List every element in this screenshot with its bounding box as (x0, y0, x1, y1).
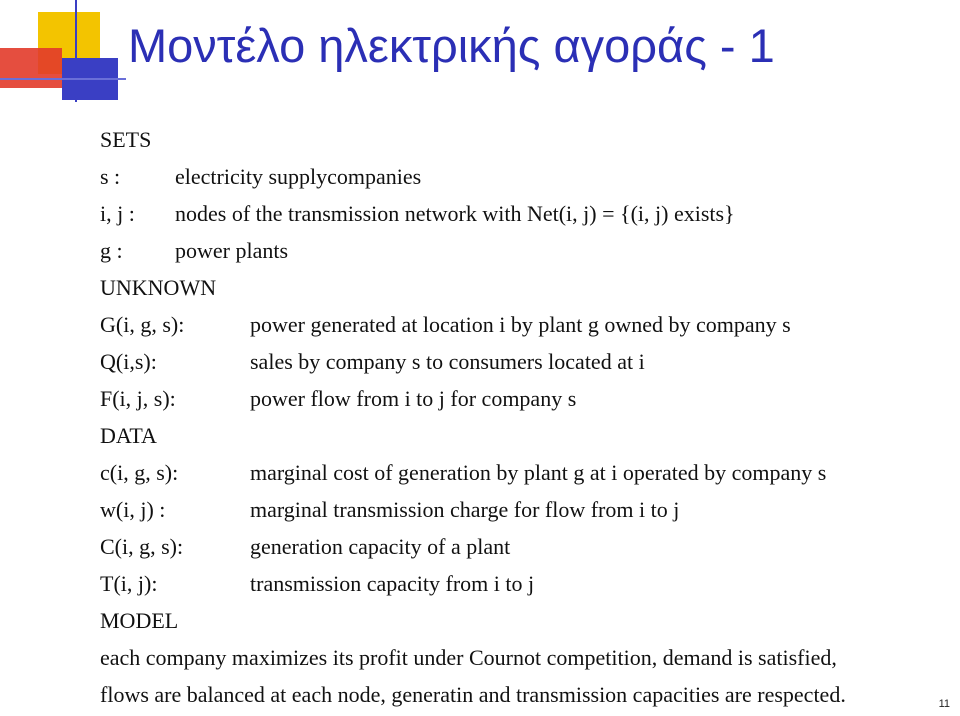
decor-vertical-line (75, 0, 77, 102)
unknown-desc-F: power flow from i to j for company s (250, 386, 577, 411)
page-number: 11 (938, 698, 950, 710)
unknown-label-Q: Q(i,s): (100, 349, 157, 374)
decor-red-square (0, 48, 62, 88)
data-label-T: T(i, j): (100, 571, 158, 596)
unknown-label-F: F(i, j, s): (100, 386, 176, 411)
data-heading: DATA (100, 423, 157, 448)
unknown-desc-Q: sales by company s to consumers located at i (250, 349, 645, 374)
sets-desc-g: power plants (175, 238, 289, 263)
model-heading: MODEL (100, 608, 179, 633)
sets-desc-s: electricity supplycompanies (175, 164, 422, 189)
data-desc-T: transmission capacity from i to j (250, 571, 535, 596)
sets-label-ij: i, j : (100, 201, 135, 226)
data-label-w: w(i, j) : (100, 497, 166, 522)
data-label-c: c(i, g, s): (100, 460, 179, 485)
sets-desc-ij: nodes of the transmission network with Net(i, j) = {(i, j) exists} (175, 201, 735, 226)
data-desc-w: marginal transmission charge for flow from i to j (250, 497, 680, 522)
data-desc-c: marginal cost of generation by plant g at i operated by company s (250, 460, 827, 485)
decor-horizontal-line (0, 78, 126, 80)
unknown-label-G: G(i, g, s): (100, 312, 185, 337)
unknown-desc-G: power generated at location i by plant g owned by company s (250, 312, 791, 337)
sets-label-g: g : (100, 238, 123, 263)
data-desc-C: generation capacity of a plant (250, 534, 511, 559)
model-line-1: each company maximizes its profit under Cournot competition, demand is satisfied, (100, 645, 837, 670)
sets-label-s: s : (100, 164, 121, 189)
unknown-heading: UNKNOWN (100, 275, 217, 300)
slide-title: Μοντέλο ηλεκτρικής αγοράς - 1 (128, 19, 775, 72)
data-label-C: C(i, g, s): (100, 534, 184, 559)
sets-heading: SETS (100, 127, 152, 152)
model-line-2: flows are balanced at each node, generatin and transmission capacities are respected. (100, 682, 846, 707)
